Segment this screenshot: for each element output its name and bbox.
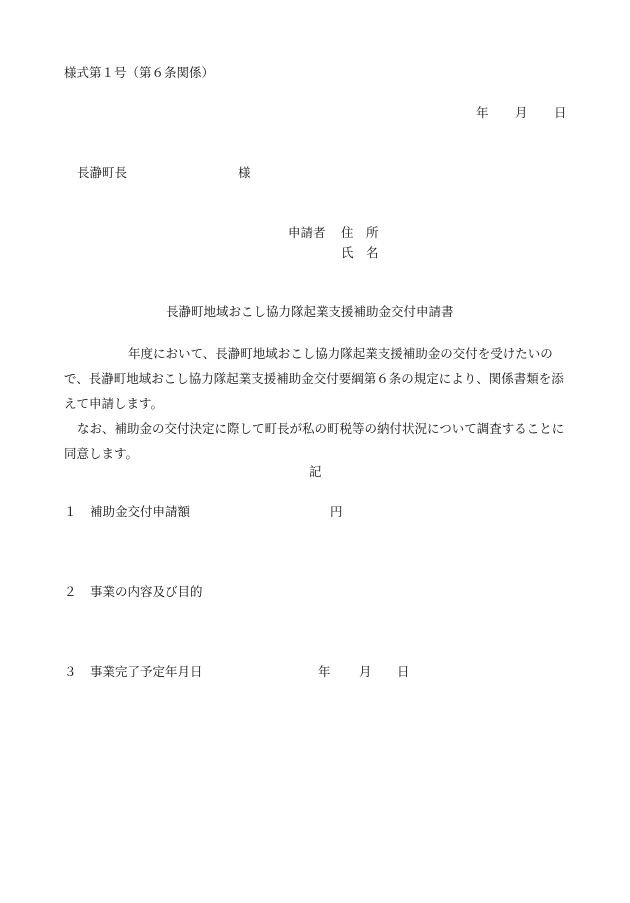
applicant-address-label: 住 所 xyxy=(341,225,379,240)
applicant-name-label: 氏 名 xyxy=(341,245,379,260)
date-day: 日 xyxy=(554,105,567,120)
item-2-number: ２ xyxy=(64,584,77,599)
date-year: 年 xyxy=(476,105,489,120)
item-3-year: 年 xyxy=(318,664,331,679)
item-1-label: 補助金交付申請額 xyxy=(90,504,191,519)
item-3-day: 日 xyxy=(397,664,410,679)
item-2-label: 事業の内容及び目的 xyxy=(90,584,203,599)
addressee-office: 長瀞町長 xyxy=(77,165,128,180)
applicant-role: 申請者 xyxy=(288,225,326,240)
body-paragraph-1: 年度において、長瀞町地域おこし協力隊起業支援補助金の交付を受けたいので、長瀞町地域おこし協力隊起業支援補助金交付要綱第６条の規定により、関係書類を添えて申請します。 xyxy=(64,346,564,411)
ki-heading: 記 xyxy=(309,464,322,479)
document-title: 長瀞町地域おこし協力隊起業支援補助金交付申請書 xyxy=(166,304,454,319)
date-month: 月 xyxy=(515,105,528,120)
item-1-number: １ xyxy=(64,504,77,519)
addressee-honorific: 様 xyxy=(238,165,251,180)
item-3-number: ３ xyxy=(64,664,77,679)
body-paragraph-2: なお、補助金の交付決定に際して町長が私の町税等の納付状況について調査することに同意します。 xyxy=(64,421,565,461)
item-3-label: 事業完了予定年月日 xyxy=(90,664,203,679)
item-3-month: 月 xyxy=(359,664,372,679)
item-1-unit: 円 xyxy=(330,504,343,519)
form-number: 様式第１号（第６条関係） xyxy=(64,65,215,80)
